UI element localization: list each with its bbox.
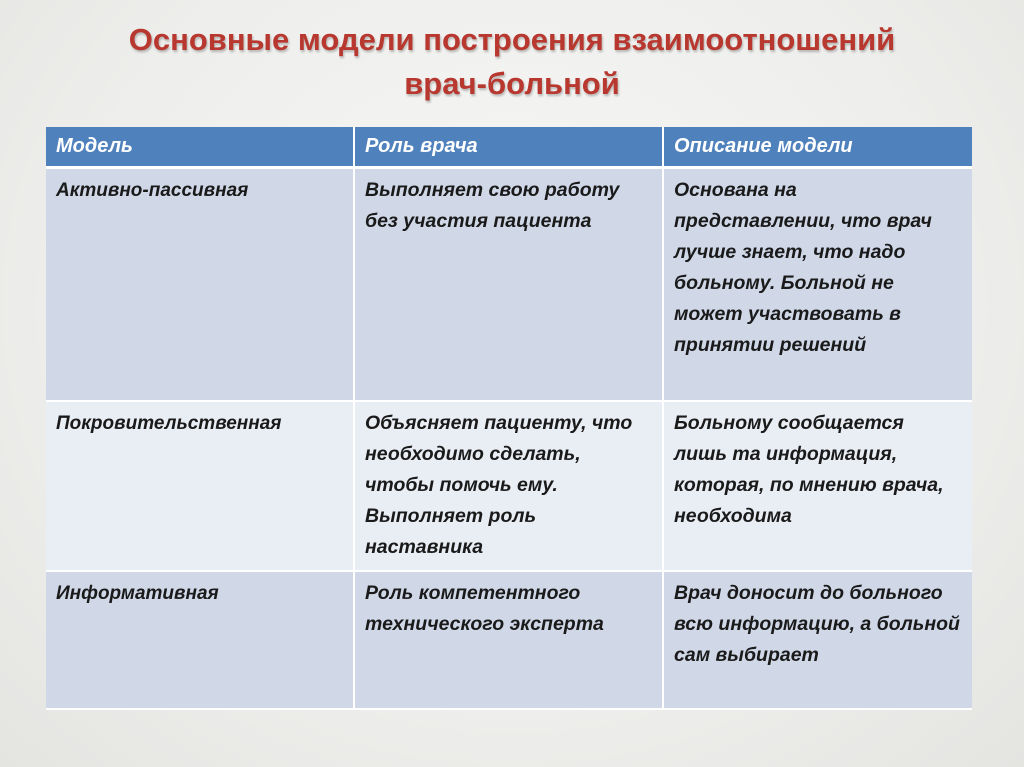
models-table [46,127,972,710]
header-model: Модель [46,127,354,167]
slide-title-line-2: врач-больной [404,66,620,101]
header-doctor-role: Роль врача [354,127,663,167]
cell-model-description: Врач доносит до больного всю информацию, а больной сам выбирает [663,571,972,709]
cell-doctor-role: Роль компетентного технического эксперта [354,571,663,709]
cell-doctor-role: Выполняет свою работу без участия пациента [354,167,663,401]
slide-title-line-1: Основные модели построения взаимоотношений [128,22,896,57]
cell-model-description: Основана на представлении, что врач лучше знает, что надо больному. Больной не может участвовать в принятии решений [663,167,972,401]
slide-title [0,18,1024,106]
cell-model: Покровительственная [46,401,354,571]
table-row [46,401,972,571]
cell-model: Информативная [46,571,354,709]
table-row [46,571,972,709]
table-header-row [46,127,972,167]
table-row [46,167,972,401]
cell-doctor-role: Объясняет пациенту, что необходимо сделать, чтобы помочь ему. Выполняет роль наставника [354,401,663,571]
cell-model: Активно-пассивная [46,167,354,401]
header-model-description: Описание модели [663,127,972,167]
cell-model-description: Больному сообщается лишь та информация, которая, по мнению врача, необходима [663,401,972,571]
